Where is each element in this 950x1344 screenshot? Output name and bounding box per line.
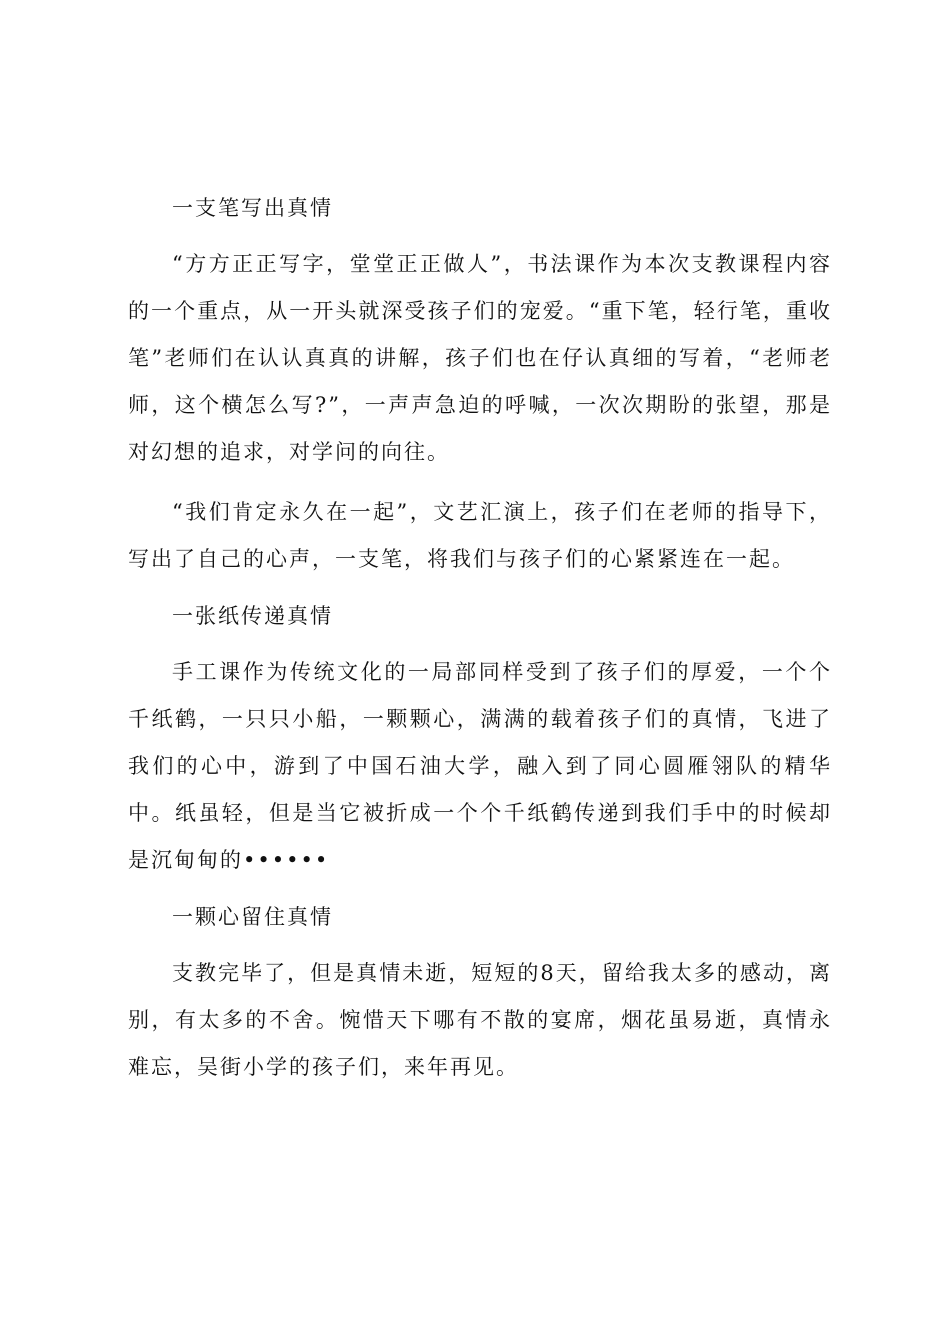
paragraph: “我们肯定永久在一起”，文艺汇演上，孩子们在老师的指导下，写出了自己的心声，一支笔，将我们与孩子们的心紧紧连在一起。	[128, 500, 832, 571]
section-heading: 一支笔写出真情	[172, 196, 333, 220]
section-heart	[128, 897, 832, 1091]
section-heading: 一颗心留住真情	[172, 905, 333, 929]
section-pen	[128, 188, 832, 583]
paragraph: “方方正正写字，堂堂正正做人”，书法课作为本次支教课程内容的一个重点，从一开头就深受孩子们的宠爱。“重下笔，轻行笔，重收笔”老师们在认认真真的讲解，孩子们也在仔认真细的写着，“老师老师，这个横怎么写?”，一声声急迫的呼喊，一次次期盼的张望，那是对幻想的追求，对学问的向往。	[128, 252, 832, 464]
section-heading: 一张纸传递真情	[172, 604, 333, 628]
section-paper	[128, 596, 832, 884]
document-body	[128, 188, 832, 1104]
paragraph: 手工课作为传统文化的一局部同样受到了孩子们的厚爱，一个个千纸鹤，一只只小船，一颗颗心，满满的载着孩子们的真情，飞进了我们的心中，游到了中国石油大学，融入到了同心圆雁翎队的精华中。纸虽轻，但是当它被折成一个个千纸鹤传递到我们手中的时候却是沉甸甸的••••••	[128, 660, 832, 872]
paragraph: 支教完毕了，但是真情未逝，短短的8天，留给我太多的感动，离别，有太多的不舍。惋惜天下哪有不散的宴席，烟花虽易逝，真情永难忘，吴街小学的孩子们，来年再见。	[128, 961, 832, 1079]
